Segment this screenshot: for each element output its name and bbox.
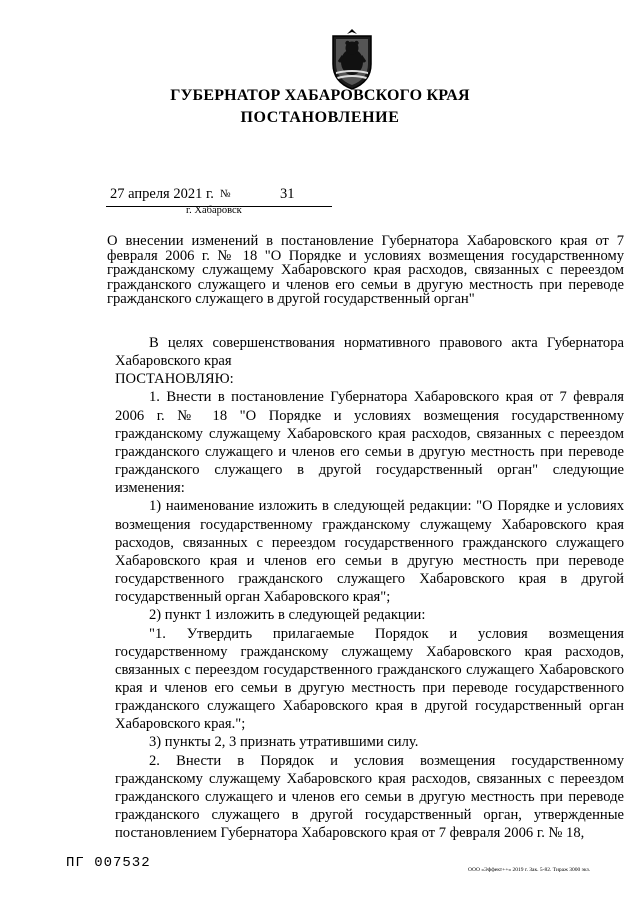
document-number: 31 — [280, 186, 295, 202]
form-serial-code: ПГ 007532 — [66, 855, 151, 871]
print-info: ООО «Эффект++» 2019 г. Зак. 5-82. Тираж 3000 экз. — [468, 867, 591, 873]
document-body — [115, 334, 624, 842]
paragraph: 1. Внести в постановление Губернатора Хабаровского края от 7 февраля 2006 г. № 18 "О Порядке и условиях возмещения государственному гражданскому служащему Хабаровского края расходов, связанных с переездом гражданского служащего и членов его семьи в другую местность при переводе гражданского служащего в другой государственный орган" следующие изменения: — [115, 389, 624, 497]
document-subject: О внесении изменений в постановление Губернатора Хабаровского края от 7 февраля 2006 г. № 18 "О Порядке и условиях возмещения государственному гражданскому служащему Хабаровского края расходов, связанных с переездом гражданского служащего и членов его семьи в другую местность при переводе гражданского служащего в другой государственный орган" — [107, 233, 624, 307]
paragraph: 1) наименование изложить в следующей редакции: "О Порядке и условиях возмещения государственному гражданскому служащему Хабаровского края расходов, связанных с переездом государственного гражданского служащего Хабаровского края и членов его семьи в другую местность при переводе государственного гражданского служащего Хабаровского края в другой государственный орган Хабаровского края"; — [115, 498, 624, 606]
preamble: В целях совершенствования нормативного правового акта Губернатора Хабаровского края — [115, 335, 624, 370]
paragraph: 3) пункты 2, 3 признать утратившими силу. — [149, 734, 419, 751]
document-type: ПОСТАНОВЛЕНИЕ — [240, 109, 400, 126]
number-sign: № — [220, 188, 231, 200]
organization-title: ГУБЕРНАТОР ХАБАРОВСКОГО КРАЯ — [170, 87, 470, 104]
coat-of-arms-icon — [327, 28, 377, 90]
paragraph: 2) пункт 1 изложить в следующей редакции: — [149, 607, 426, 624]
date-number-line — [106, 186, 332, 207]
document-date: 27 апреля 2021 г. — [110, 186, 214, 202]
city: г. Хабаровск — [186, 205, 242, 216]
resolve-word: ПОСТАНОВЛЯЮ: — [115, 371, 234, 388]
paragraph: 2. Внести в Порядок и условия возмещения государственному гражданскому служащему Хабаровского края расходов, связанных с переездом гражданского служащего и членов его семьи в другую местность при переводе гражданского служащего в другой государственный орган, утвержденные постановлением Губернатора Хабаровского края от 7 февраля 2006 г. № 18, — [115, 752, 624, 842]
paragraph: "1. Утвердить прилагаемые Порядок и условия возмещения государственному гражданскому служащему Хабаровского края расходов, связанных с переездом государственного гражданского служащего Хабаровского края и членов его семьи в другую местность при переводе государственного гражданского служащего Хабаровского края в другой государственный орган Хабаровского края."; — [115, 625, 624, 733]
